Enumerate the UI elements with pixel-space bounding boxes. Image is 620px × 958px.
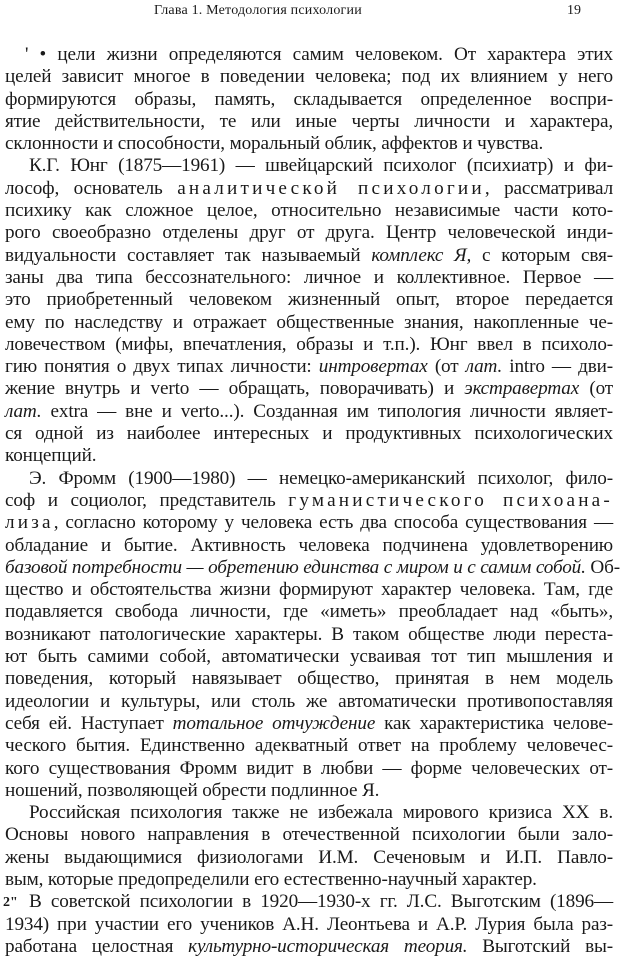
text-run: себя ей. Наступает	[5, 712, 173, 734]
spaced-term: гуманистического психоана-	[288, 489, 613, 511]
body-text	[5, 44, 620, 958]
text-run: ему по наследству и отражает общественные знания, накопленные че-	[5, 311, 613, 333]
text-line	[5, 401, 613, 423]
text-line	[5, 713, 613, 735]
italic-term: базовой потребности — обретению единства с миром и с самим собой.	[5, 556, 586, 578]
text-line	[5, 735, 613, 757]
text-line	[5, 869, 613, 891]
text-line	[5, 133, 613, 155]
text-line	[5, 445, 613, 467]
text-run: гию понятия о двух типах личности:	[5, 356, 319, 378]
running-header	[0, 1, 620, 21]
text-run: intro — дви-	[502, 356, 613, 378]
italic-term: экстравертах	[464, 378, 580, 400]
text-run: ' • цели жизни определяются самим человеком. От характера этих	[25, 44, 613, 65]
text-line	[5, 758, 613, 780]
text-line	[5, 267, 613, 289]
text-run: заны два типа бессознательного: личное и коллективное. Первое —	[5, 266, 613, 288]
text-run: К.Г. Юнг (1875—1961) — швейцарский психолог (психиатр) и фи-	[29, 155, 613, 177]
italic-term: лат.	[5, 400, 42, 422]
text-run: вым, которые предопределили его естественно-научный характер.	[5, 868, 537, 890]
text-run: видуальности составляет так называемый	[5, 244, 372, 266]
text-line	[5, 824, 613, 846]
text-run: extra — вне и verto...). Созданная им типология личности являет-	[41, 400, 613, 422]
text-run: ношений, позволяющей обрести подлинное Я.	[5, 779, 380, 801]
italic-term: тотальное отчуждение	[172, 712, 376, 734]
text-run: В советской психологии в 1920—1930-х гг. Л.С. Выготским (1896—	[29, 891, 613, 913]
text-line	[5, 378, 613, 400]
text-line	[5, 222, 613, 244]
text-run: с которым свя-	[471, 244, 613, 266]
spaced-term: лиза	[5, 512, 54, 534]
text-line	[5, 601, 613, 623]
text-line	[5, 356, 613, 378]
text-run: как характеристика челове-	[375, 712, 613, 734]
text-run: целей зависит многое в поведении человека; под их влиянием у него	[5, 66, 613, 88]
text-run: рого своеобразно отделены друг от друга. Центр человеческой инди-	[5, 222, 613, 244]
running-title: Глава 1. Методология психологии	[154, 3, 362, 18]
text-run: , рассматривал	[484, 177, 613, 199]
text-line	[5, 312, 613, 334]
text-run: щество и обстоятельства жизни формируют характер человека. Там, где	[5, 579, 613, 601]
text-run: соф и социолог, представитель	[5, 489, 289, 511]
text-line	[5, 780, 613, 802]
text-run: Выготский вы-	[467, 935, 613, 957]
text-run: жены выдающимися физиологами И.М. Сеченовым и И.П. Павло-	[5, 846, 613, 868]
text-line	[5, 468, 613, 490]
italic-term: лат.	[465, 356, 503, 378]
text-line	[5, 200, 613, 222]
text-run: склонности и способности, моральный облик, аффектов и чувства.	[5, 133, 544, 155]
text-line	[5, 490, 613, 512]
text-line	[5, 289, 613, 311]
text-line	[5, 89, 613, 111]
text-run: лософ, основатель	[5, 177, 178, 199]
text-run: кого существования Фромм видит в любви — форме человеческих от-	[5, 757, 613, 779]
text-line	[5, 245, 613, 267]
text-run: , согласно которому у человека есть два способа существования —	[53, 512, 613, 534]
text-line	[5, 66, 613, 88]
text-run: Основы нового направления в отечественной психологии были зало-	[5, 824, 613, 846]
text-run: поведения, который навязывает общество, принятая в нем модель	[5, 668, 613, 690]
text-line	[5, 334, 613, 356]
text-run: формируются образы, память, складывается определенное воспри-	[5, 88, 613, 110]
text-run: подавляется свобода личности, где «иметь» преобладает над «быть»,	[5, 601, 613, 623]
text-line	[5, 111, 613, 133]
text-line	[5, 936, 613, 958]
italic-term: комплекс Я,	[371, 244, 472, 266]
text-line	[5, 847, 613, 869]
text-run: ся одной из наиболее интересных и продуктивных психологических	[5, 423, 613, 445]
spaced-term: аналитической психологии	[177, 177, 485, 199]
page-number: 19	[567, 3, 581, 18]
text-line	[5, 891, 613, 913]
text-line	[5, 802, 613, 824]
signature-mark: 2"	[3, 895, 18, 910]
text-run: концепций.	[5, 445, 97, 467]
text-run: Об-	[585, 556, 620, 578]
text-run: Э. Фромм (1900—1980) — немецко-американский психолог, фило-	[29, 467, 613, 489]
text-run: (от	[579, 378, 613, 400]
text-run: возникают патологические характеры. В таком обществе люди переста-	[5, 623, 613, 645]
text-line	[5, 512, 613, 534]
text-line	[5, 579, 613, 601]
text-line	[5, 691, 613, 713]
text-run: психику как сложное целое, относительно независимые части кото-	[5, 200, 613, 222]
italic-term: культурно-историческая теория.	[188, 935, 468, 957]
text-run: ческого бытия. Единственно адекватный ответ на проблему человечес-	[5, 735, 613, 757]
text-run: 1934) при участии его учеников А.Н. Леонтьева и А.Р. Лурия была раз-	[5, 913, 613, 935]
text-run: Российская психология также не избежала мирового кризиса XX в.	[29, 802, 613, 824]
text-line	[5, 178, 613, 200]
text-run: ятие действительности, те или иные черты личности и характера,	[5, 110, 613, 132]
text-run: (от	[427, 356, 466, 378]
text-line	[5, 44, 613, 66]
text-line	[5, 155, 613, 177]
text-run: работана целостная	[5, 935, 189, 957]
italic-term: интровертах	[318, 356, 428, 378]
text-run: обладание и бытие. Активность человека подчинена удовлетворению	[5, 534, 613, 556]
text-run: ловечеством (мифы, впечатления, образы и т.п.). Юнг ввел в психоло-	[5, 333, 613, 355]
text-run: это приобретенный человеком жизненный опыт, второе передается	[5, 289, 613, 311]
text-run: жение внутрь и verto — обращать, поворачивать) и	[5, 378, 465, 400]
text-line	[5, 423, 613, 445]
text-line	[5, 535, 613, 557]
text-line	[5, 556, 620, 579]
text-line	[5, 624, 613, 646]
text-line	[5, 668, 613, 690]
text-line	[5, 646, 613, 668]
text-run: ют быть самими собой, автоматически усваивая тот тип мышления и	[5, 646, 613, 668]
text-run: идеологии и культуры, или столь же автоматически противопоставляя	[5, 690, 613, 712]
